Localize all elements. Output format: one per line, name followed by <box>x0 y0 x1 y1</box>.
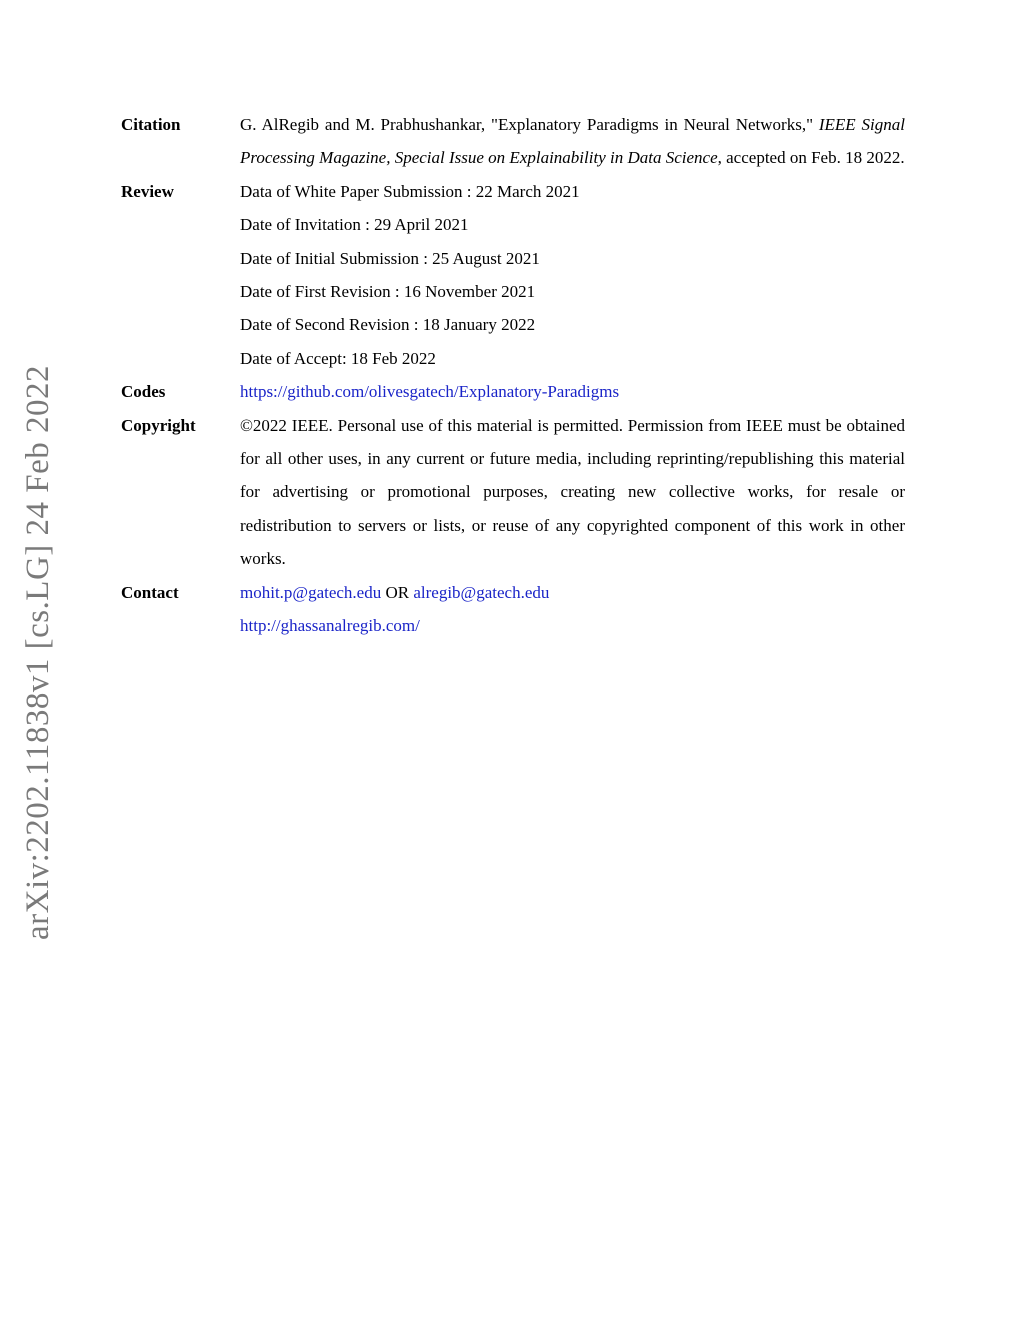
paper-info-table <box>121 108 905 643</box>
citation-label: Citation <box>121 115 181 134</box>
citation-authors-title: G. AlRegib and M. Prabhushankar, "Explanatory Paradigms in Neural Networks," <box>240 115 819 134</box>
review-date-line: Date of Second Revision : 18 January 2022 <box>240 315 536 335</box>
review-label: Review <box>121 181 174 201</box>
copyright-text: ©2022 IEEE. Personal use of this material is permitted. Permission from IEEE must be obtained for all other uses, in any current or future media, including reprinting/republishing this material for advertising or promotional purposes, creating new collective works, for resale or redistribution to servers or lists, or reuse of any copyrighted component of this work in other works. <box>240 415 905 569</box>
review-dates <box>240 175 905 375</box>
codes-label: Codes <box>121 382 166 402</box>
review-date-line: Date of Initial Submission : 25 August 2021 <box>240 248 540 268</box>
review-date-line: Date of First Revision : 16 November 2021 <box>240 282 536 302</box>
codes-row <box>121 375 905 408</box>
email-link-mohit[interactable]: mohit.p@gatech.edu <box>240 582 382 602</box>
review-date-line: Date of Accept: 18 Feb 2022 <box>240 348 436 368</box>
contact-emails-line <box>240 576 905 609</box>
copyright-label: Copyright <box>121 415 196 435</box>
copyright-row <box>121 409 905 576</box>
citation-text <box>240 108 905 175</box>
contact-content <box>240 576 905 643</box>
contact-row <box>121 576 905 643</box>
contact-website-line <box>240 609 905 642</box>
contact-label: Contact <box>121 582 179 602</box>
citation-suffix: , accepted on Feb. 18 2022. <box>717 148 905 168</box>
codes-repository-link[interactable]: https://github.com/olivesgatech/Explanatory-Paradigms <box>240 382 620 402</box>
email-link-alregib[interactable]: alregib@gatech.edu <box>413 582 550 602</box>
codes-content <box>240 375 905 408</box>
arxiv-identifier-stamp: arXiv:2202.11838v1 [cs.LG] 24 Feb 2022 <box>20 364 56 940</box>
review-date-line: Data of White Paper Submission : 22 March 2021 <box>240 181 580 201</box>
website-link[interactable]: http://ghassanalregib.com/ <box>240 616 420 636</box>
citation-journal: IEEE Signal Processing Magazine, Special Issue on Explainability in Data Science <box>240 115 905 168</box>
review-date-line: Date of Invitation : 29 April 2021 <box>240 215 469 235</box>
email-separator: OR <box>381 582 414 602</box>
citation-row <box>121 108 905 175</box>
review-row <box>121 175 905 375</box>
